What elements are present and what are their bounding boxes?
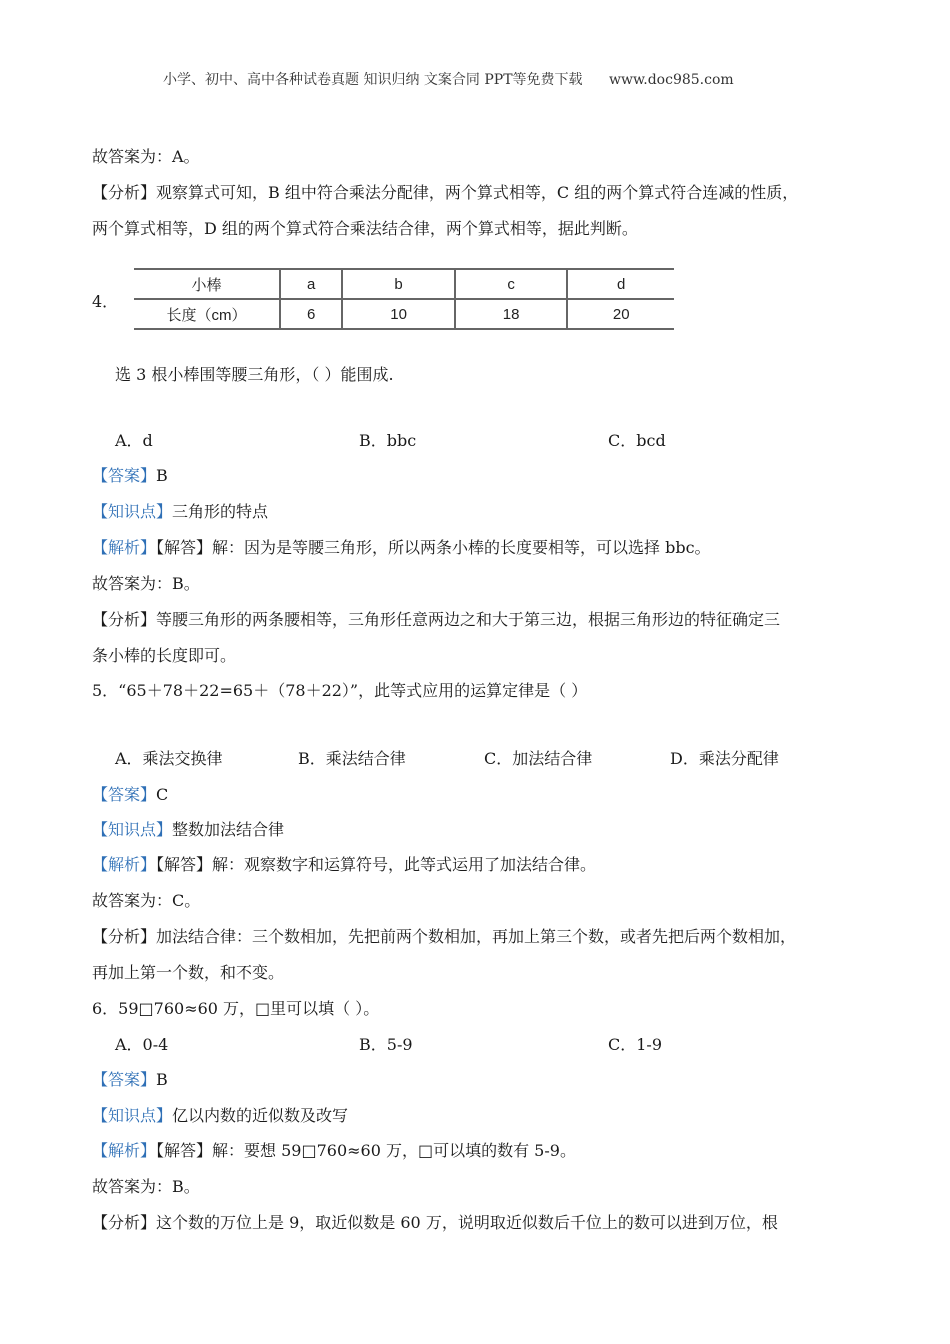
q6-option-c: C．1-9 <box>608 1035 663 1054</box>
q4-analysis-line-2: 条小棒的长度即可。 <box>92 646 237 665</box>
answer-tag: 【答案】 <box>92 466 157 485</box>
q4-solution: 【解析】【解答】解：因为是等腰三角形，所以两条小棒的长度要相等，可以选择 bbc。 <box>92 538 711 557</box>
table-cell: 小棒 <box>134 269 280 299</box>
q5-solution: 【解析】【解答】解：观察数字和运算符号，此等式运用了加法结合律。 <box>92 855 597 874</box>
analysis-tag: 【分析】 <box>92 183 157 202</box>
table-cell: d <box>567 269 674 299</box>
solution-tag: 【解析】 <box>92 538 157 557</box>
q5-question: 5．“65＋78＋22=65＋（78＋22）”，此等式应用的运算定律是（ ） <box>92 681 588 700</box>
q5-option-a: A．乘法交换律 <box>115 749 223 768</box>
knowledge-tag: 【知识点】 <box>92 1106 173 1125</box>
q6-option-a: A．0-4 <box>115 1035 169 1054</box>
knowledge-tag: 【知识点】 <box>92 820 173 839</box>
table-cell: 20 <box>567 299 674 329</box>
solution-tag: 【解析】 <box>92 1141 157 1160</box>
table-header-row <box>134 269 674 299</box>
table-cell: c <box>455 269 568 299</box>
q4-analysis-line-1: 【分析】等腰三角形的两条腰相等，三角形任意两边之和大于第三边，根据三角形边的特征确定三 <box>92 610 781 629</box>
q6-analysis-line-1: 【分析】这个数的万位上是 9，取近似数是 60 万，说明取近似数后千位上的数可以进到万位，根 <box>92 1213 778 1232</box>
q4-answer: 【答案】B <box>92 466 168 485</box>
q4-conclusion: 故答案为：B。 <box>92 574 200 593</box>
table-cell: 6 <box>280 299 342 329</box>
table-cell: b <box>342 269 455 299</box>
q5-option-b: B．乘法结合律 <box>298 749 406 768</box>
table-row <box>134 299 674 329</box>
header-text: 小学、初中、高中各种试卷真题 知识归纳 文案合同 PPT等免费下载 <box>163 72 583 88</box>
knowledge-tag: 【知识点】 <box>92 502 173 521</box>
q6-conclusion: 故答案为：B。 <box>92 1177 200 1196</box>
page-header <box>163 69 734 91</box>
analysis-tag: 【分析】 <box>92 610 157 629</box>
q5-analysis-line-1: 【分析】加法结合律：三个数相加，先把前两个数相加，再加上第三个数，或者先把后两个数相加， <box>92 927 797 946</box>
q5-option-c: C．加法结合律 <box>484 749 593 768</box>
q5-answer: 【答案】C <box>92 785 169 804</box>
table-cell: 10 <box>342 299 455 329</box>
header-url: www.doc985.com <box>608 72 734 88</box>
prev-conclusion: 故答案为：A。 <box>92 147 200 166</box>
solution-tag: 【解析】 <box>92 855 157 874</box>
q5-analysis-line-2: 再加上第一个数，和不变。 <box>92 963 285 982</box>
q6-option-b: B．5-9 <box>359 1035 413 1054</box>
q6-solution: 【解析】【解答】解：要想 59□760≈60 万，□可以填的数有 5-9。 <box>92 1141 576 1160</box>
prev-analysis-line-2: 两个算式相等，D 组的两个算式符合乘法结合律，两个算式相等，据此判断。 <box>92 219 638 238</box>
q4-knowledge: 【知识点】三角形的特点 <box>92 502 269 521</box>
table-cell: 18 <box>455 299 568 329</box>
q4-option-a: A．d <box>115 431 153 450</box>
table-cell: a <box>280 269 342 299</box>
q6-question: 6．59□760≈60 万，□里可以填（ ）。 <box>92 999 380 1018</box>
answer-tag: 【答案】 <box>92 1070 157 1089</box>
q5-knowledge: 【知识点】整数加法结合律 <box>92 820 285 839</box>
q4-option-c: C．bcd <box>608 431 666 450</box>
q6-answer: 【答案】B <box>92 1070 168 1089</box>
q5-option-d: D．乘法分配律 <box>670 749 779 768</box>
q4-question: 选 3 根小棒围等腰三角形，（ ）能围成. <box>115 365 394 384</box>
prev-analysis-line-1: 【分析】观察算式可知，B 组中符合乘法分配律，两个算式相等，C 组的两个算式符合连减的性质， <box>92 183 799 202</box>
q4-number: 4． <box>92 292 119 311</box>
q5-conclusion: 故答案为：C。 <box>92 891 201 910</box>
q4-option-b: B．bbc <box>359 431 417 450</box>
answer-tag: 【答案】 <box>92 785 157 804</box>
stick-length-table <box>134 268 674 330</box>
q6-knowledge: 【知识点】亿以内数的近似数及改写 <box>92 1106 349 1125</box>
table-cell: 长度（cm） <box>134 299 280 329</box>
analysis-tag: 【分析】 <box>92 927 157 946</box>
analysis-tag: 【分析】 <box>92 1213 157 1232</box>
